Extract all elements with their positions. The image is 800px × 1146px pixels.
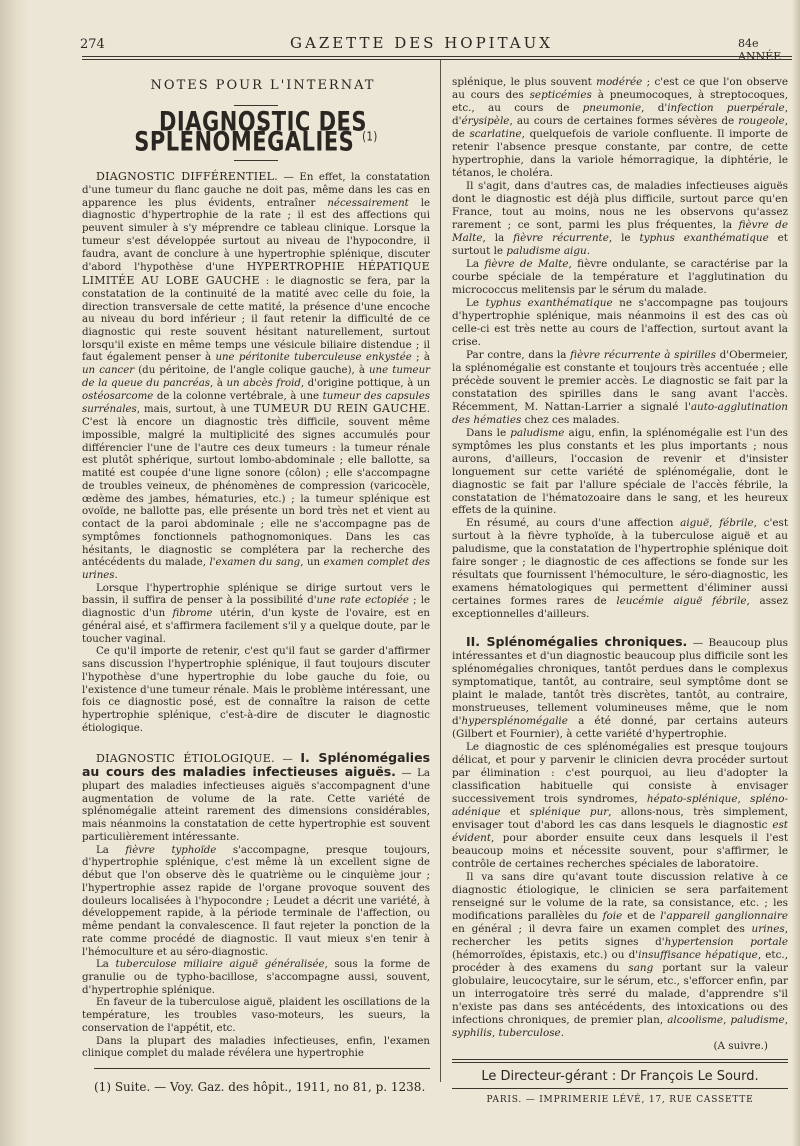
body-paragraph: Dans la plupart des maladies infectieuses, enfin, l'examen clinique complet du malade révélera une hypertrophie xyxy=(82,1035,430,1060)
body-paragraph: Le typhus exanthématique ne s'accompagne pas toujours d'hypertrophie splénique, mais néanmoins il est des cas où celle-ci est très nette au cours de l'affection, surtout avant la crise. xyxy=(452,296,789,348)
body-paragraph: II. Splénomégalies chroniques. — Beaucoup plus intéressantes et d'un diagnostic beaucoup plus difficile sont les splénomégalies chroniques, tantôt perdues dans le complexus symptomatique, tantôt, au contraire, seul symptôme dont se plaint le malade, tantôt très discrètes, tantôt, au contraire, monstrueuses, tellement volumineuses même, que le nom d'hypersplénomégalie a été donné, par certains auteurs (Gilbert et Fournier), à cette variété d'hypertrophie. xyxy=(452,634,788,741)
body-paragraph: La tuberculose miliaire aiguë généralisée, sous la forme de granulie ou de typho-bacillose, s'accompagne aussi, souvent, d'hypertrophie splénique. xyxy=(82,959,431,996)
left-column xyxy=(82,80,430,1061)
body-paragraph: splénique, le plus souvent modérée ; c'est ce que l'on observe au cours des septicémies à pneumocoques, à streptocoques, etc., au cours de pneumonie, d'infection puerpérale, d'érysipèle, au cours de certaines formes sévères de rougeole, de scarlatine, quelquefois de variole confluente. Il importe de retenir l'absence presque constante, par contre, de cette hypertrophie, dans la variole hémorragique, la diphtérie, le tétanos, le choléra. xyxy=(452,76,789,179)
journal-year: 84e xyxy=(738,37,759,50)
body-paragraph: Il s'agit, dans d'autres cas, de maladies infectieuses aiguës dont le diagnostic est déjà plus difficile, surtout parce qu'en France, tout au moins, nous ne les observons qu'assez rarement ; ce sont, parmi les plus fréquentes, la fièvre de Malte, la fièvre récurrente, le typhus exanthématique et surtout le paludisme aigu. xyxy=(452,179,788,257)
page-binding-edge xyxy=(0,0,30,1146)
body-paragraph: En faveur de la tuberculose aiguë, plaident les oscillations de la température, les troubles vaso-moteurs, les sueurs, la conservation de l'appétit, etc. xyxy=(82,997,430,1034)
page-number: 274 xyxy=(80,37,105,52)
body-paragraph: La fièvre de Malte, fièvre ondulante, se caractérise par la courbe spéciale de la température et l'agglutination du micrococcus melitensis par le sérum du malade. xyxy=(452,257,788,296)
footer-rule-bottom xyxy=(452,1088,788,1089)
article-title xyxy=(82,106,430,157)
footnote-rule xyxy=(94,1068,430,1069)
footnote: (1) Suite. — Voy. Gaz. des hôpit., 1911, no 81, p. 1238. xyxy=(94,1080,426,1094)
director-line: Le Directeur-gérant : Dr François Le Sourd. xyxy=(481,1069,759,1084)
body-paragraph: Ce qu'il importe de retenir, c'est qu'il faut se garder d'affirmer sans discussion l'hypertrophie splénique, il faut toujours discuter l'hypothèse d'une hypertrophie du lobe gauche du foie, ou l'existence d'une tumeur rénale. Mais le problème intéressant, une fois ce diagnostic posé, est de connaître la raison de cette hypertrophie splénique, c'est-à-dire de discuter le diagnostic étiologique. xyxy=(82,646,430,734)
body-paragraph: Lorsque l'hypertrophie splénique se dirige surtout vers le bassin, il suffira de penser à la possibilité d'une rate ectopiée ; le diagnostic d'un fibrome utérin, d'un kyste de l'ovaire, est en général aisé, et s'affirmera facilement s'il y a quelque doute, par le toucher vaginal. xyxy=(82,582,430,645)
page-right-edge xyxy=(792,0,800,1146)
right-column xyxy=(452,76,788,1053)
printer-line: PARIS. — IMPRIMERIE LÉVÉ, 17, RUE CASSETTE xyxy=(486,1095,754,1105)
footer-rule xyxy=(452,1059,788,1060)
body-paragraph: Il va sans dire qu'avant toute discussion relative à ce diagnostic étiologique, le clinicien se sera parfaitement renseigné sur le volume de la rate, sa consistance, etc. ; les modifications parallèles du foie et de l'appareil ganglionnaire en général ; il devra faire un examen complet des urines, rechercher les petits signes d'hypertension portale (hémorroïdes, épistaxis, etc.) ou d'insuffisance hépatique, etc., procéder à des examens du sang portant sur la valeur globulaire, leucocytaire, sur le sérum, etc., s'efforcer enfin, par un interrogatoire très serré du malade, d'apprendre s'il n'existe pas dans ses antécédents, des intoxications ou des infections chroniques, de premier plan, alcoolisme, paludisme, syphilis, tuberculose. xyxy=(452,871,789,1039)
footer-rule-double xyxy=(452,1062,788,1063)
body-paragraph: La fièvre typhoïde s'accompagne, presque toujours, d'hypertrophie splénique, c'est même là un excellent signe de début que l'on observe dès le quatrième ou le cinquième jour ; l'hypertrophie assez rapide de l'organe provoque souvent des douleurs localisées à l'hypocondre ; Leudet a décrit une variété, à développement rapide, à la période terminale de l'affection, ou même pendant la convalescence. Il faut rejeter la ponction de la rate comme procédé de diagnostic. Il vaut mieux s'en tenir à l'hémoculture et au séro-diagnostic. xyxy=(82,844,430,958)
body-paragraph: Le diagnostic de ces splénomégalies est presque toujours délicat, et pour y parvenir le clinicien devra procéder surtout par élimination : c'est pourquoi, au lieu d'adopter la classification habituelle qui consiste à envisager successivement trois syndromes, hépato-splénique, spléno-adénique et splénique pur, allons-nous, très simplement, envisager tout d'abord les cas dans lesquels le diagnostic est évident, pour aborder ensuite ceux dans lesquels il l'est beaucoup moins et nécessite souvent, pour s'affirmer, le contrôle de certaines recherches spéciales de laboratoire. xyxy=(452,741,789,871)
title-footnote-marker: (1) xyxy=(362,130,378,144)
body-paragraph: Dans le paludisme aigu, enfin, la splénomégalie est l'un des symptômes les plus constants et les plus importants ; nous aurons, d'ailleurs, l'occasion de revenir et d'insister longuement sur cette variété de splénomégalie, dont le diagnostic se fait par l'allure spéciale de l'accès fébrile, la constatation de l'hématozoaire dans le sang, et les heureux effets de la quinine. xyxy=(452,426,788,517)
article-title-text: DIAGNOSTIC DES SPLÉNOMÉGALIES xyxy=(134,106,368,157)
page-footer xyxy=(452,1059,788,1105)
left-column-body xyxy=(82,171,430,1061)
title-rule-top xyxy=(234,105,278,106)
body-paragraph: DIAGNOSTIC DIFFÉRENTIEL. — En effet, la constatation d'une tumeur du flanc gauche ne doit pas, même dans les cas en apparence les plus évidents, entraîner nécessairement le diagnostic d'hypertrophie de la rate ; il est des affections qui peuvent simuler à s'y méprendre ce tableau clinique. Lorsque la tumeur s'est développée surtout au niveau de l'hypocondre, il faudra, avant de conclure à une hypertrophie splénique, discuter d'abord l'hypothèse d'une HYPERTROPHIE HÉPATIQUE LIMITÉE AU LOBE GAUCHE : le diagnostic se fera, par la constatation de la continuité de la matité avec celle du foie, la direction transversale de cette matité, la présence d'une encoche au niveau du bord inférieur ; il faut retenir la difficulté de ce diagnostic qui reste souvent hésitant naturellement, surtout lorsqu'il existe en même temps une vésicule biliaire distendue ; il faut également penser à une péritonite tuberculeuse enkystée ; à un cancer (du péritoine, de l'angle colique gauche), à une tumeur de la queue du pancréas, à un abcès froid, d'origine pottique, à un ostéosarcome de la colonne vertébrale, à une tumeur des capsules surrénales, mais, surtout, à une TUMEUR DU REIN GAUCHE. C'est là encore un diagnostic très difficile, souvent même impossible, malgré la multiplicité des signes accumulés pour différencier l'une de l'autre ces deux tumeurs : la tumeur rénale est plutôt sphérique, surtout lombo-abdominale ; elle ballotte, sa matité est coupée d'une ligne sonore (côlon) ; elle s'accompagne de troubles veineux, de phénomènes de compression (varicocèle, œdème des jambes, hématuries, etc.) ; la tumeur splénique est ovoïde, ne ballotte pas, elle présente un bord très net et vient au contact de la paroi abdominale ; elle ne s'accompagne pas de symptômes fonctionnels pathognomoniques. Dans les cas hésitants, le diagnostic se complétera par la recherche des antécédents du malade, l'examen du sang, un examen complet des urines. xyxy=(82,170,431,581)
body-paragraph: DIAGNOSTIC ÉTIOLOGIQUE. — I. Splénomégalies au cours des maladies infectieuses aiguës. — La plupart des maladies infectieuses aiguës s'accompagnent d'une augmentation de volume de la rate. Cette variété de splénomégalie atteint rarement des dimensions considérables, mais néanmoins la constatation de cette hypertrophie est souvent particulièrement intéressante. xyxy=(82,749,431,843)
title-rule-bottom xyxy=(234,160,278,161)
to-be-continued: (A suivre.) xyxy=(713,1039,768,1052)
journal-title: GAZETTE DES HOPITAUX xyxy=(290,34,553,52)
column-divider xyxy=(440,60,441,1082)
body-paragraph: En résumé, au cours d'une affection aiguë, fébrile, c'est surtout à la fièvre typhoïde, à la tuberculose aiguë et au paludisme, que la constatation de l'hypertrophie splénique doit faire songer ; le diagnostic de ces affections se fonde sur les résultats que fournissent l'hémoculture, le séro-diagnostic, les examens hématologiques qui permettent d'éliminer aussi certaines formes rares de leucémie aiguë fébrile, assez exceptionnelles d'ailleurs. xyxy=(452,517,789,621)
header-rule xyxy=(82,56,792,57)
section-kicker: NOTES POUR L'INTERNAT xyxy=(150,78,376,93)
body-paragraph: Par contre, dans la fièvre récurrente à spirilles d'Obermeier, la splénomégalie est constante et toujours très accentuée ; elle précède souvent le premier accès. Le diagnostic se fait par la constatation des spirilles dans le sang avant l'accès. Récemment, M. Nattan-Larrier a signalé l'auto-agglutination des hématies chez ces malades. xyxy=(452,348,788,426)
header-rule-double xyxy=(82,59,792,60)
right-column-body xyxy=(452,76,788,1040)
